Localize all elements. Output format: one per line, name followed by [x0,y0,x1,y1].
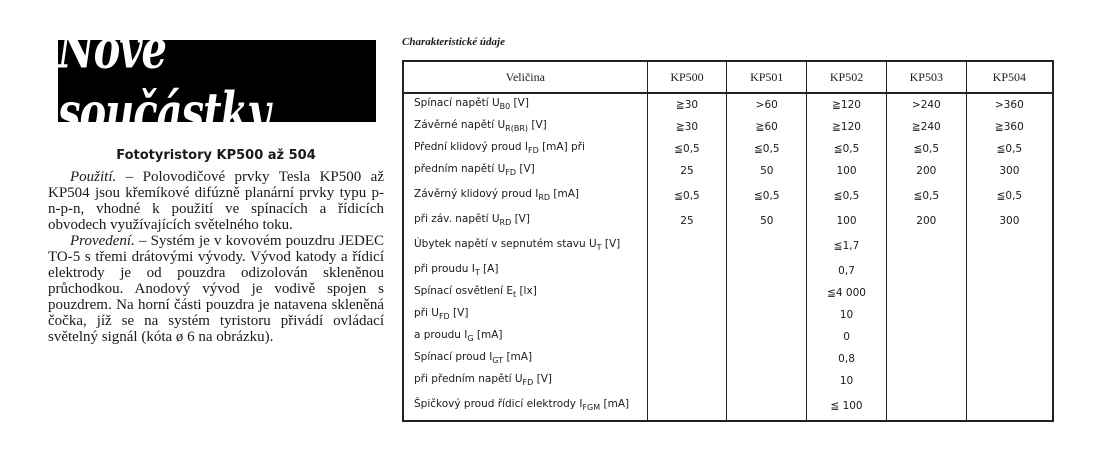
empty-cell [647,304,727,326]
empty-cell [727,348,807,370]
label-subscript: FD [522,378,534,388]
table-row [403,160,1053,182]
label-unit: [mA] [503,350,533,363]
column-header: KP503 [886,61,966,93]
table-row [403,116,1053,138]
value-cell: >60 [727,93,807,116]
label-unit: [mA] při [538,140,585,153]
common-value-cell: 0,7 [807,260,887,282]
label-unit: [mA] [600,397,630,410]
table-row [403,326,1053,348]
common-value-cell: ≦ 100 [807,392,887,421]
empty-cell [886,232,966,260]
label-subscript: FGM [582,403,601,413]
empty-cell [886,348,966,370]
value-cell: 200 [886,210,966,232]
value-cell: ≦0,5 [966,138,1053,160]
row-label [403,370,647,392]
value-cell: ≦0,5 [886,138,966,160]
value-cell: 100 [807,210,887,232]
label-subscript: FD [527,146,539,156]
label-unit: [V] [449,306,469,319]
empty-cell [966,282,1053,304]
common-value-cell: 10 [807,304,887,326]
row-label [403,160,647,182]
value-cell: 200 [886,160,966,182]
empty-cell [886,282,966,304]
table-row [403,210,1053,232]
table-row [403,370,1053,392]
label-text: Špičkový proud řídicí elektrody I [414,397,583,410]
label-subscript: GT [492,356,504,366]
empty-cell [727,232,807,260]
label-unit: [V] [601,237,621,250]
value-cell: ≧30 [647,93,727,116]
label-subscript: R(BR) [505,124,529,134]
label-unit: [A] [479,262,499,275]
label-unit: [mA] [550,187,580,200]
label-text: při U [414,306,439,319]
value-cell: 100 [807,160,887,182]
value-cell: ≦0,5 [647,138,727,160]
table-row [403,232,1053,260]
empty-cell [966,348,1053,370]
table-caption: Charakteristické údaje [402,36,505,48]
empty-cell [966,326,1053,348]
table-body [403,93,1053,421]
empty-cell [647,392,727,421]
empty-cell [727,260,807,282]
column-header: KP500 [647,61,727,93]
label-text: Úbytek napětí v sepnutém stavu U [414,237,597,250]
paragraph-text: – Systém je v kovovém pouzdru JEDEC TO-5 s třemi drátovými vývody. Vývod katody a řídicí elektrody je od pouzdra odizolován skleněnou průchodkou. Anodový vývod je vodivě spojen s pouzdrem. Na horní části pouzdra je natavena skleněná čočka, jíž se na systém tyristoru přivádí ovládací světelný signál (kóta ø 6 na obrázku). [48,233,384,345]
masthead-title: Nové součástky [58,17,270,145]
label-unit: [V] [511,212,530,225]
value-cell: >240 [886,93,966,116]
empty-cell [886,326,966,348]
row-label [403,348,647,370]
empty-cell [886,370,966,392]
table-row [403,304,1053,326]
value-cell: ≦0,5 [727,182,807,210]
label-subscript: RD [499,218,512,228]
article-column [48,17,384,345]
common-value-cell: 0 [807,326,887,348]
label-text: Spínací proud I [414,350,493,363]
label-unit: [lx] [516,284,537,297]
value-cell: ≧240 [886,116,966,138]
row-label [403,392,647,421]
row-label [403,116,647,138]
empty-cell [966,232,1053,260]
row-label [403,210,647,232]
table-row [403,138,1053,160]
value-cell: 50 [727,210,807,232]
empty-cell [647,348,727,370]
label-unit: [V] [528,118,547,131]
empty-cell [966,370,1053,392]
label-subscript: FD [505,168,517,178]
article-title: Fototyristory KP500 až 504 [116,148,316,163]
value-cell: 25 [647,210,727,232]
table-header-row [403,61,1053,93]
column-header: KP502 [807,61,887,93]
empty-cell [727,282,807,304]
paragraph-construction [48,233,384,345]
empty-cell [647,232,727,260]
value-cell: ≦0,5 [807,138,887,160]
row-label [403,93,647,116]
value-cell: ≦0,5 [966,182,1053,210]
common-value-cell: 10 [807,370,887,392]
value-cell: 300 [966,210,1053,232]
paragraph-use [48,169,384,233]
paragraph-text: – Polovodičové prvky Tesla KP500 až KP504 jsou křemíkové difúzně planární prvky typu p-n-p-n, vhodné k použití ve spínacích a řídicích obvodech využívajících světelného toku. [48,169,384,233]
value-cell: 50 [727,160,807,182]
table-row [403,282,1053,304]
table-row [403,182,1053,210]
label-subscript: RD [538,193,551,203]
paragraph-label: Použití. [70,169,117,185]
table-row [403,260,1053,282]
characteristics-table [402,60,1054,422]
value-cell: ≧120 [807,93,887,116]
row-label [403,138,647,160]
label-unit: [V] [510,96,529,109]
label-subscript: B0 [499,102,511,112]
common-value-cell: ≦4 000 [807,282,887,304]
label-text: Přední klidový proud I [414,140,528,153]
value-cell: ≦0,5 [727,138,807,160]
empty-cell [966,304,1053,326]
empty-cell [966,260,1053,282]
label-subscript: FD [438,312,450,322]
value-cell: ≧120 [807,116,887,138]
label-text: a proudu I [414,328,468,341]
value-cell: 25 [647,160,727,182]
label-text: předním napětí U [414,162,506,175]
column-header: Veličina [403,61,647,93]
empty-cell [727,304,807,326]
value-cell: ≦0,5 [886,182,966,210]
empty-cell [886,260,966,282]
label-unit: [V] [516,162,535,175]
label-subscript: T [596,243,602,253]
row-label [403,326,647,348]
row-label [403,282,647,304]
label-unit: [mA] [473,328,503,341]
value-cell: 300 [966,160,1053,182]
column-header: KP501 [727,61,807,93]
label-text: Spínací osvětlení E [414,284,513,297]
label-text: při proudu I [414,262,475,275]
empty-cell [727,326,807,348]
empty-cell [966,392,1053,421]
value-cell: ≦0,5 [807,182,887,210]
table-section [402,36,1054,422]
empty-cell [647,370,727,392]
column-header: KP504 [966,61,1053,93]
row-label [403,260,647,282]
value-cell: ≧60 [727,116,807,138]
empty-cell [886,304,966,326]
label-text: Závěrný klidový proud I [414,187,539,200]
empty-cell [886,392,966,421]
value-cell: ≧360 [966,116,1053,138]
empty-cell [647,260,727,282]
table-row [403,392,1053,421]
empty-cell [647,282,727,304]
empty-cell [647,326,727,348]
empty-cell [727,392,807,421]
label-text: Závěrné napětí U [414,118,506,131]
label-unit: [V] [533,372,553,385]
label-text: při záv. napětí U [414,212,500,225]
label-subscript: t [512,290,517,300]
common-value-cell: 0,8 [807,348,887,370]
label-text: Spínací napětí U [414,96,500,109]
table-row [403,348,1053,370]
value-cell: >360 [966,93,1053,116]
value-cell: ≧30 [647,116,727,138]
common-value-cell: ≦1,7 [807,232,887,260]
label-text: při předním napětí U [414,372,523,385]
value-cell: ≦0,5 [647,182,727,210]
row-label [403,304,647,326]
label-subscript: T [474,268,480,278]
row-label [403,232,647,260]
label-subscript: G [467,334,474,344]
row-label [403,182,647,210]
section-masthead [58,17,376,145]
empty-cell [727,370,807,392]
paragraph-label: Provedení. [70,233,135,249]
table-row [403,93,1053,116]
